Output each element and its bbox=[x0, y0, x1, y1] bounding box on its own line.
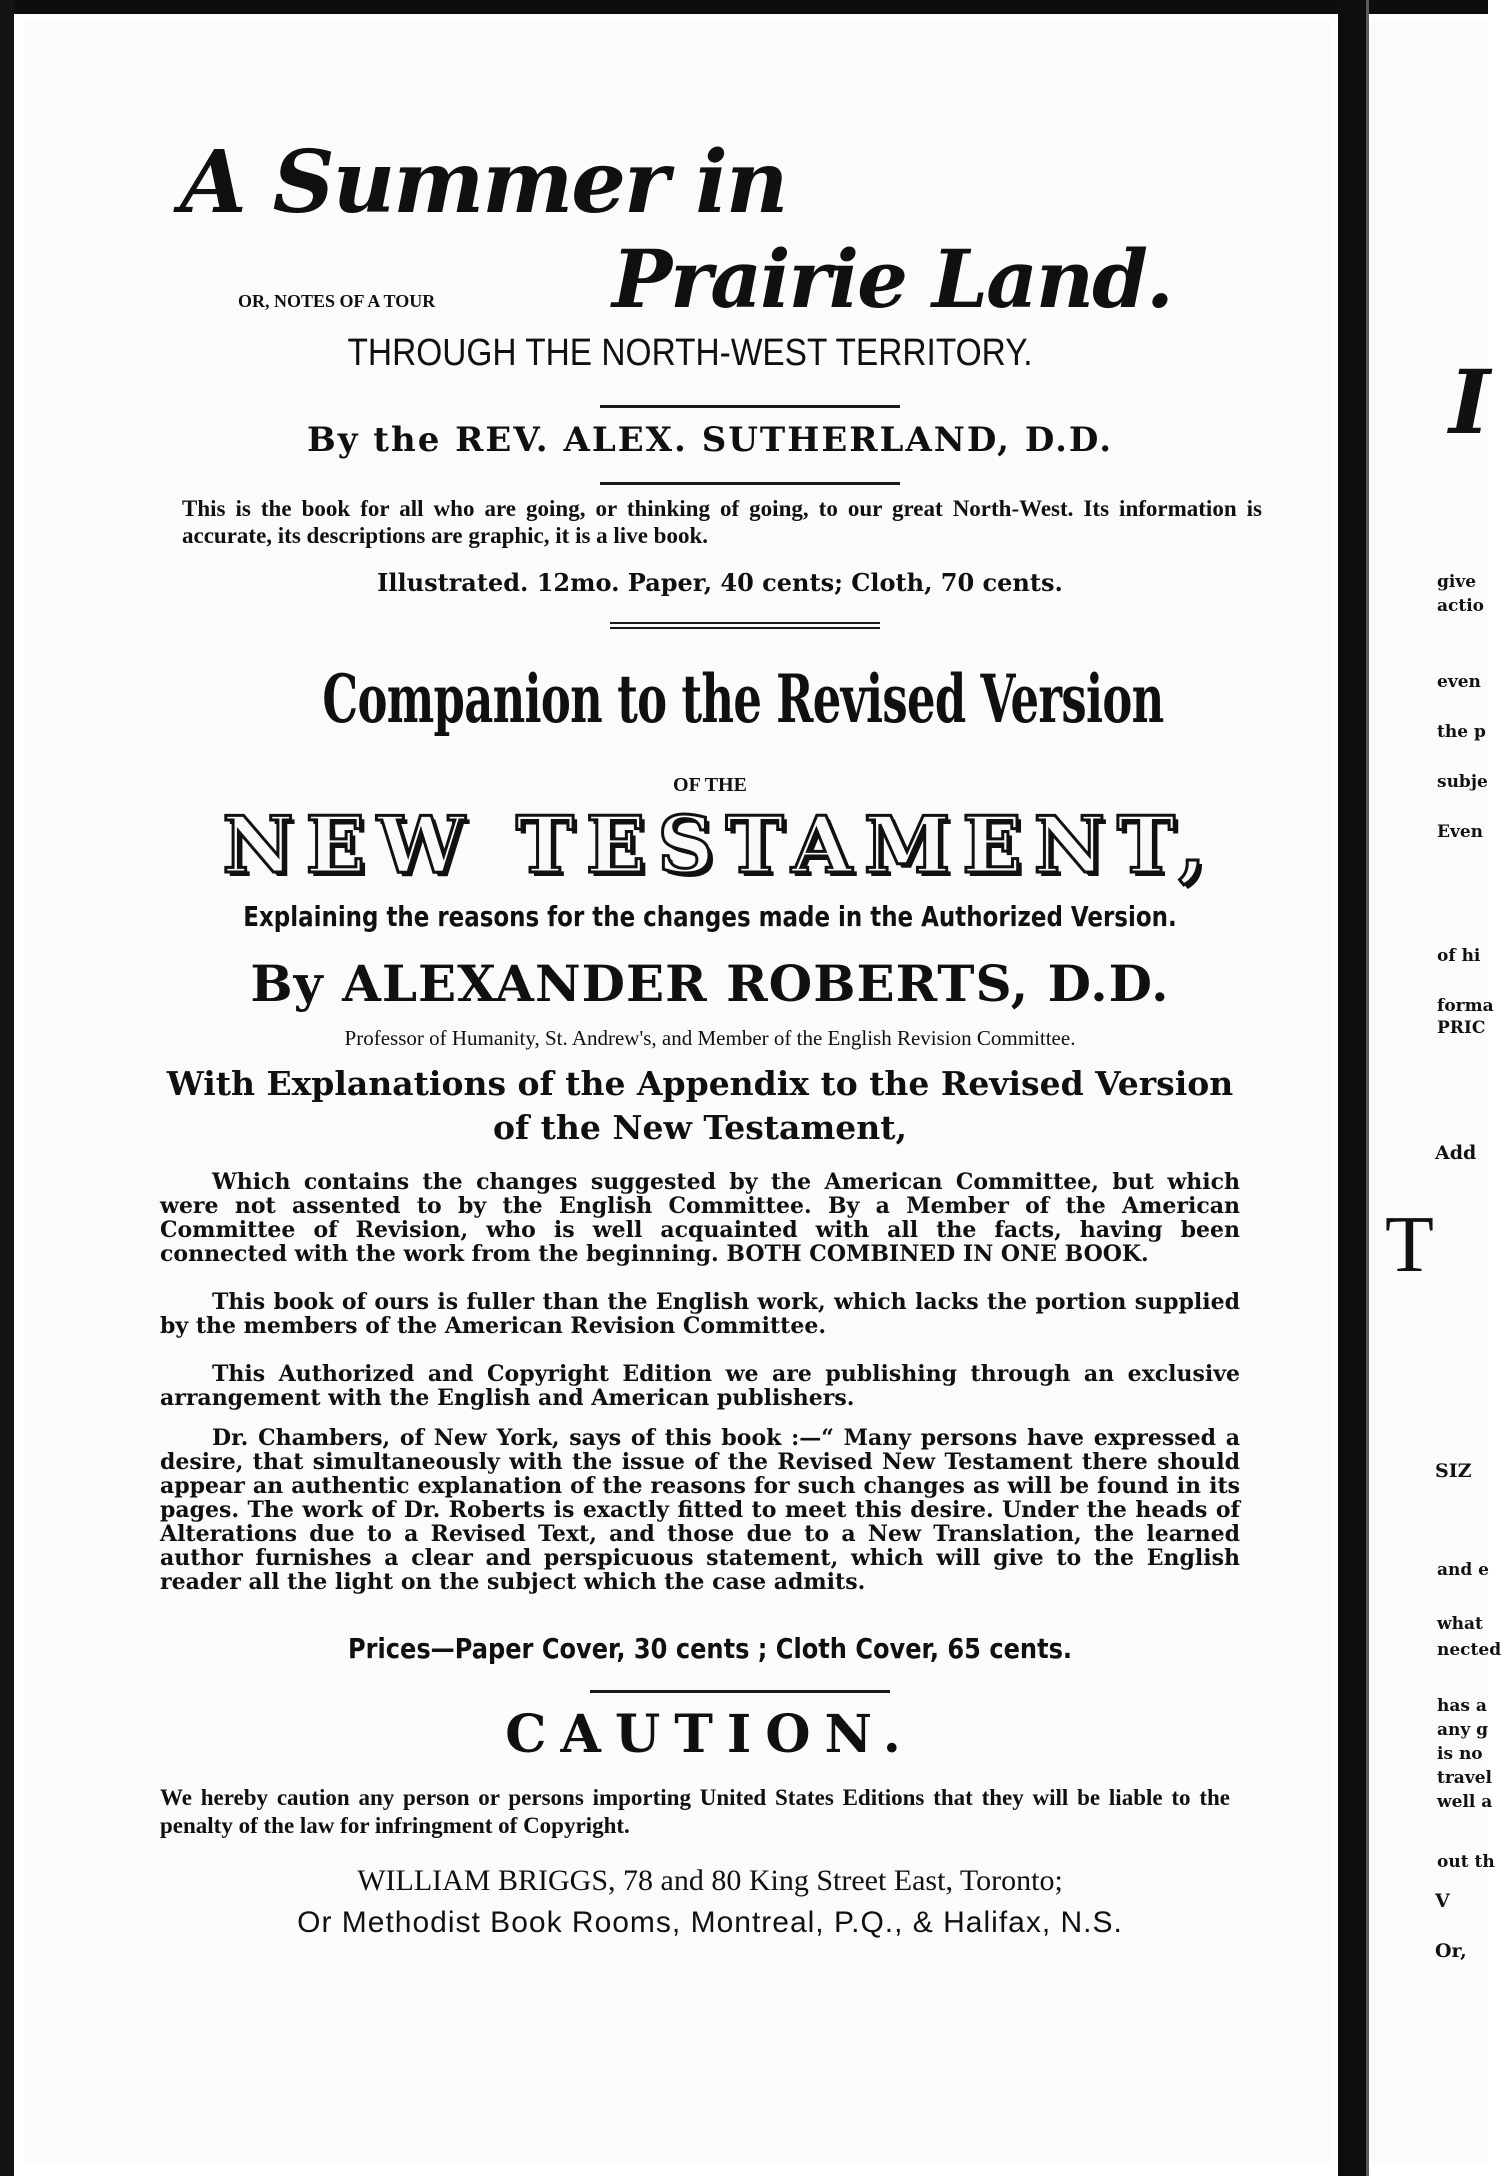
book2-with-explanations: With Explanations of the Appendix to the Revised Version of the New Testament, bbox=[166, 1064, 1234, 1147]
right-page-frag-travel: travel bbox=[1437, 1768, 1492, 1788]
right-page-frag-give: give bbox=[1437, 572, 1477, 592]
right-page bbox=[1369, 22, 1501, 2162]
right-page-frag-or: Or, bbox=[1435, 1940, 1467, 1962]
paragraph-text: Dr. Chambers, of New York, says of this book :—“ Many persons have expressed a desire, that simultaneously with the issue of the Revised New Testament there should appear an authentic explanation of the reasons for such changes as will be found in its pages. The work of Dr. Roberts is exactly fitted to meet this desire. Under the heads of Alterations due to a Revised Text, and those due to a New Translation, the learned author furnishes a clear and perspicuous statement, which will give to the English reader all the light on the subject which the case admits. bbox=[160, 1425, 1240, 1595]
book2-of-the: OF THE bbox=[673, 774, 747, 796]
book1-price-line: Illustrated. 12mo. Paper, 40 cents; Cloth, 70 cents. bbox=[377, 568, 1063, 597]
author-line: By the REV. ALEX. SUTHERLAND, D.D. bbox=[306, 420, 1114, 460]
body-paragraph-3 bbox=[160, 1362, 1240, 1410]
scan-top-edge bbox=[0, 0, 1488, 14]
right-page-big-letter-t: T bbox=[1385, 1201, 1434, 1289]
right-page-frag-add: Add bbox=[1435, 1142, 1477, 1164]
right-page-frag-forma: forma bbox=[1437, 996, 1494, 1016]
right-page-big-letter: I bbox=[1449, 350, 1491, 454]
right-page-frag-w: V bbox=[1435, 1890, 1450, 1912]
right-page-frag-even: even bbox=[1437, 672, 1481, 692]
divider-double-rule bbox=[610, 627, 880, 629]
caution-text: We hereby caution any person or persons importing United States Editions that they will be liable to the penalty of the law for infringment of Copyright. bbox=[160, 1785, 1230, 1838]
right-page-frag-even-italic: Even bbox=[1437, 822, 1484, 842]
subtitle-prefix: OR, NOTES OF A TOUR bbox=[238, 291, 436, 311]
scan-left-edge bbox=[0, 0, 14, 2176]
right-page-frag-pric: PRIC bbox=[1437, 1018, 1486, 1038]
body-paragraph-2 bbox=[160, 1290, 1240, 1338]
body-paragraph-1 bbox=[160, 1170, 1240, 1266]
right-page-frag-actio: actio bbox=[1437, 596, 1485, 616]
right-page-frag-siz: SIZ bbox=[1435, 1460, 1472, 1482]
divider-rule bbox=[590, 1690, 890, 1693]
right-page-frag-the-p: the p bbox=[1437, 722, 1486, 742]
book2-prices: Prices—Paper Cover, 30 cents ; Cloth Cover, 65 cents. bbox=[347, 1632, 1073, 1665]
book2-author: By ALEXANDER ROBERTS, D.D. bbox=[250, 954, 1170, 1013]
title-line-2: Prairie Land. bbox=[612, 232, 1172, 326]
divider-double-rule bbox=[610, 622, 880, 624]
right-page-frag-any-g: any g bbox=[1437, 1720, 1489, 1740]
right-page-frag-has-a: has a bbox=[1437, 1696, 1487, 1716]
right-page-frag-and-e: and e bbox=[1437, 1560, 1489, 1580]
right-page-frag-subje: subje bbox=[1437, 772, 1488, 792]
book1-description: This is the book for all who are going, or thinking of going, to our great North-West. Its information is accurate, its descriptions are graphic, it is a live book. bbox=[182, 496, 1262, 548]
caution-heading: CAUTION. bbox=[505, 1704, 915, 1765]
right-page-frag-of-hi: of hi bbox=[1437, 946, 1481, 966]
title-line-1: A Summer in bbox=[180, 132, 787, 233]
divider-rule bbox=[600, 405, 900, 408]
publisher-line-2: Or Methodist Book Rooms, Montreal, P.Q., & Halifax, N.S. bbox=[297, 1906, 1123, 1939]
paragraph-text: Which contains the changes suggested by the American Committee, but which were not assented to by the English Committee. By a Member of the American Committee of Revision, who is well acquainted with all the facts, having been connected with the work from the beginning. BOTH COMBINED IN ONE BOOK. bbox=[160, 1169, 1240, 1267]
book2-explaining: Explaining the reasons for the changes made in the Authorized Version. bbox=[243, 900, 1177, 933]
book2-subject: NEW TESTAMENT, bbox=[222, 800, 1218, 891]
paragraph-text: This Authorized and Copyright Edition we are publishing through an exclusive arrangement with the English and American publishers. bbox=[160, 1361, 1240, 1411]
book-gutter bbox=[1338, 0, 1366, 2176]
subtitle: THROUGH THE NORTH-WEST TERRITORY. bbox=[347, 332, 1033, 374]
right-page-frag-well-a: well a bbox=[1437, 1792, 1493, 1812]
right-page-frag-nected: nected bbox=[1437, 1640, 1501, 1660]
right-page-frag-out-th: out th bbox=[1437, 1852, 1495, 1872]
body-paragraph-4 bbox=[160, 1426, 1240, 1594]
paragraph-text: This book of ours is fuller than the English work, which lacks the portion supplied by the members of the American Revision Committee. bbox=[160, 1289, 1240, 1339]
publisher-line-1: WILLIAM BRIGGS, 78 and 80 King Street East, Toronto; bbox=[357, 1864, 1063, 1897]
divider-rule bbox=[600, 482, 900, 485]
book2-title: Companion to the Revised Version bbox=[322, 660, 1164, 738]
right-page-frag-what: what bbox=[1437, 1614, 1483, 1634]
right-page-frag-is-no: is no bbox=[1437, 1744, 1483, 1764]
book2-author-title: Professor of Humanity, St. Andrew's, and Member of the English Revision Committee. bbox=[344, 1026, 1076, 1050]
